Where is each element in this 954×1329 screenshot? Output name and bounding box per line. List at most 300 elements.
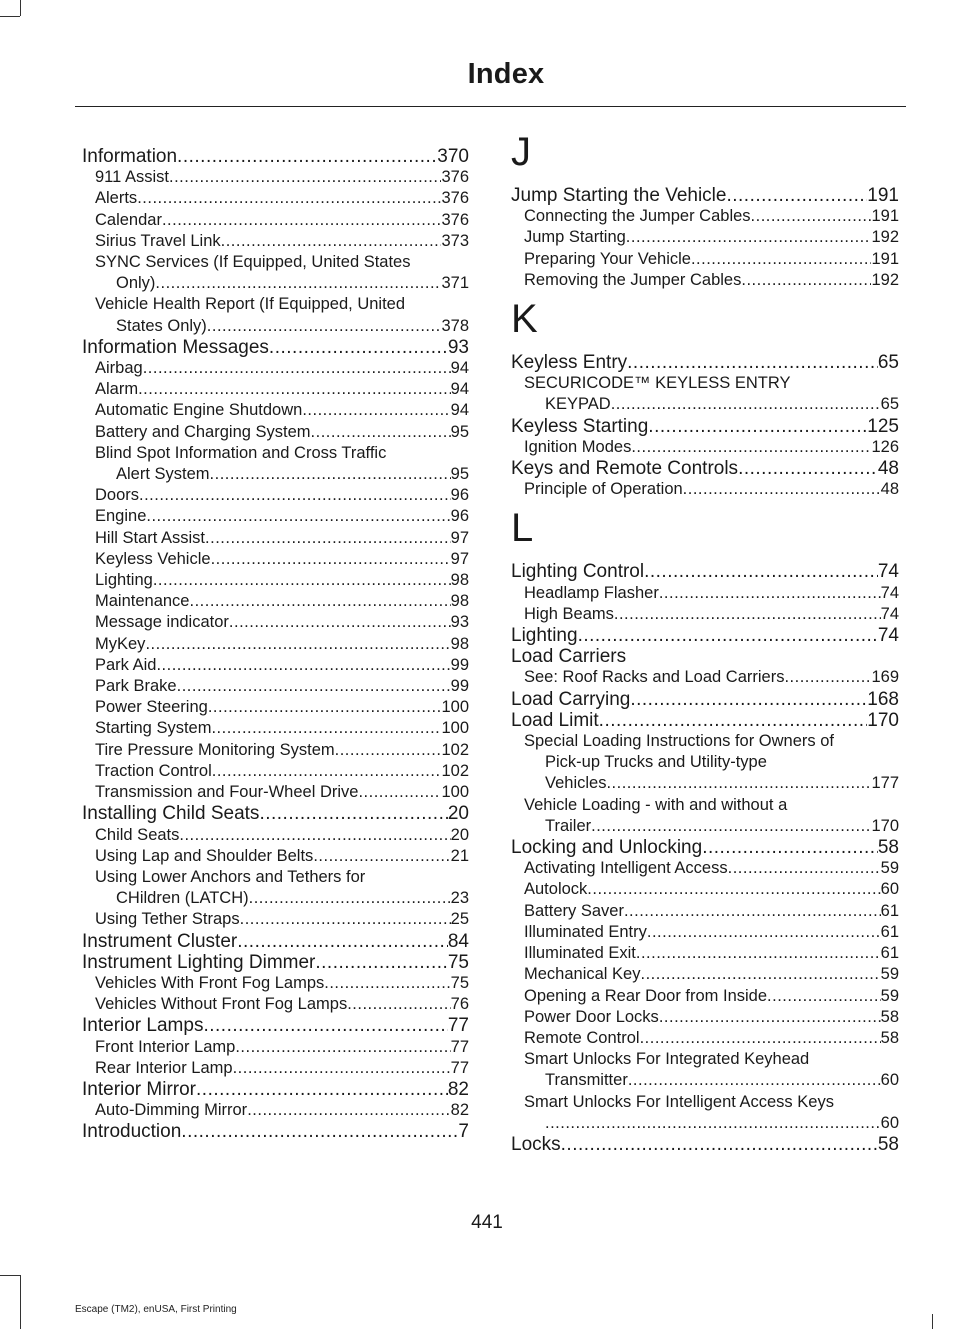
index-subentry bbox=[511, 604, 899, 625]
entry-label: Tire Pressure Monitoring System bbox=[95, 740, 335, 759]
index-subentry bbox=[82, 740, 469, 761]
index-subentry bbox=[511, 249, 899, 270]
index-subentry bbox=[511, 1028, 899, 1049]
index-subentry bbox=[82, 697, 469, 718]
entry-page: 60 bbox=[880, 880, 899, 899]
entry-label: Mechanical Key bbox=[524, 965, 641, 984]
entry-page: 102 bbox=[441, 740, 469, 759]
index-subentry bbox=[82, 591, 469, 612]
entry-page: 191 bbox=[871, 207, 899, 226]
dot-leader bbox=[179, 825, 450, 846]
index-subentry bbox=[511, 943, 899, 964]
entry-page: 21 bbox=[450, 846, 469, 865]
entry-label: Power Door Locks bbox=[524, 1007, 659, 1026]
dot-leader bbox=[683, 479, 881, 500]
index-subentry bbox=[82, 612, 469, 633]
entry-page: 99 bbox=[450, 655, 469, 674]
entry-page: 191 bbox=[867, 185, 899, 206]
entry-label: Automatic Engine Shutdown bbox=[95, 401, 303, 420]
dot-leader bbox=[247, 1100, 450, 1121]
index-entry bbox=[82, 952, 469, 973]
entry-label: Park Brake bbox=[95, 677, 177, 696]
dot-leader bbox=[691, 249, 872, 270]
entry-label: Power Steering bbox=[95, 698, 208, 717]
dot-leader bbox=[259, 803, 447, 824]
dot-leader bbox=[611, 394, 881, 415]
entry-label: Hill Start Assist bbox=[95, 528, 206, 547]
index-subentry bbox=[511, 227, 899, 248]
entry-page: 48 bbox=[880, 480, 899, 499]
entry-label: High Beams bbox=[524, 604, 614, 623]
dot-leader bbox=[587, 879, 880, 900]
entry-page: 100 bbox=[441, 783, 469, 802]
dot-leader bbox=[208, 697, 442, 718]
dot-leader bbox=[177, 676, 451, 697]
entry-page: 65 bbox=[880, 395, 899, 414]
entry-label: Opening a Rear Door from Inside bbox=[524, 986, 768, 1005]
dot-leader bbox=[606, 773, 871, 794]
dot-leader bbox=[249, 888, 451, 909]
entry-label: 911 Assist bbox=[95, 168, 169, 187]
index-subentry bbox=[511, 270, 899, 291]
entry-page: 77 bbox=[447, 1015, 469, 1037]
entry-page: 7 bbox=[458, 1121, 469, 1143]
index-entry bbox=[511, 625, 899, 646]
index-subentry bbox=[82, 1058, 469, 1079]
entry-page: 60 bbox=[880, 1071, 899, 1090]
index-entry bbox=[511, 185, 899, 206]
dot-leader bbox=[221, 231, 442, 252]
dot-leader bbox=[211, 718, 441, 739]
entry-label: Only) bbox=[116, 274, 156, 293]
entry-label: Illuminated Exit bbox=[524, 944, 636, 963]
entry-label: Instrument Cluster bbox=[82, 930, 238, 952]
dot-leader bbox=[659, 583, 881, 604]
index-subentry bbox=[82, 252, 469, 294]
entry-page: 82 bbox=[450, 1101, 469, 1120]
entry-label: Message indicator bbox=[95, 613, 229, 632]
index-subentry bbox=[82, 188, 469, 209]
dot-leader bbox=[315, 952, 447, 973]
dot-leader bbox=[648, 416, 867, 437]
entry-page: 74 bbox=[877, 561, 899, 583]
index-subentry bbox=[82, 909, 469, 930]
entry-page: 48 bbox=[877, 458, 899, 480]
crop-mark bbox=[932, 1314, 933, 1329]
dot-leader bbox=[269, 337, 448, 358]
index-subentry bbox=[82, 676, 469, 697]
dot-leader bbox=[624, 901, 881, 922]
dot-leader bbox=[561, 1134, 878, 1155]
title-rule bbox=[75, 106, 906, 107]
entry-page: 59 bbox=[880, 859, 899, 878]
entry-label: Airbag bbox=[95, 359, 143, 378]
entry-label: Alarm bbox=[95, 380, 139, 399]
entry-label: SYNC Services (If Equipped, United States bbox=[95, 253, 411, 272]
entry-label: Keyless Entry bbox=[511, 352, 628, 374]
entry-page: 74 bbox=[880, 604, 899, 623]
dot-leader bbox=[644, 561, 878, 582]
dot-leader bbox=[751, 206, 872, 227]
dot-leader bbox=[784, 667, 871, 688]
entry-label: Vehicles With Front Fog Lamps bbox=[95, 973, 325, 992]
dot-leader bbox=[640, 1028, 881, 1049]
entry-label: MyKey bbox=[95, 634, 146, 653]
entry-label: Lighting bbox=[511, 625, 578, 647]
footer-text: Escape (TM2), enUSA, First Printing bbox=[75, 1304, 237, 1315]
dot-leader bbox=[146, 506, 450, 527]
index-entry bbox=[82, 803, 469, 824]
index-subentry bbox=[82, 422, 469, 443]
entry-page: 60 bbox=[880, 1113, 899, 1132]
index-entry bbox=[511, 458, 899, 479]
dot-leader bbox=[728, 858, 881, 879]
section-letter: J bbox=[511, 130, 531, 174]
index-column-right bbox=[511, 132, 899, 1155]
dot-leader bbox=[628, 1070, 881, 1091]
entry-label: Front Interior Lamp bbox=[95, 1037, 236, 1056]
index-subentry bbox=[511, 795, 899, 837]
index-entry bbox=[511, 1134, 899, 1155]
dot-leader bbox=[302, 400, 450, 421]
entry-label: Lighting bbox=[95, 571, 153, 590]
entry-label: States Only) bbox=[116, 316, 207, 335]
entry-label: Park Aid bbox=[95, 655, 157, 674]
dot-leader bbox=[156, 655, 450, 676]
entry-page: 100 bbox=[441, 698, 469, 717]
entry-label: Pick-up Trucks and Utility-type bbox=[545, 753, 767, 772]
entry-label: Smart Unlocks For Intelligent Access Keys bbox=[524, 1092, 834, 1111]
entry-page: 170 bbox=[871, 816, 899, 835]
dot-leader bbox=[205, 528, 451, 549]
entry-page: 192 bbox=[871, 270, 899, 289]
dot-leader bbox=[196, 1079, 448, 1100]
entry-page: 94 bbox=[450, 380, 469, 399]
entry-page: 77 bbox=[450, 1058, 469, 1077]
dot-leader bbox=[145, 634, 450, 655]
entry-page: 93 bbox=[450, 613, 469, 632]
section-letter: L bbox=[511, 506, 534, 551]
crop-mark bbox=[20, 0, 21, 16]
dot-leader bbox=[212, 761, 442, 782]
entry-label: Maintenance bbox=[95, 592, 190, 611]
entry-page: 59 bbox=[880, 986, 899, 1005]
entry-label: Principle of Operation bbox=[524, 480, 683, 499]
entry-label: Auto-Dimming Mirror bbox=[95, 1101, 248, 1120]
dot-leader bbox=[155, 273, 441, 294]
entry-label: Autolock bbox=[524, 880, 588, 899]
index-subentry bbox=[82, 443, 469, 485]
entry-page: 102 bbox=[441, 761, 469, 780]
entry-label: Trailer bbox=[545, 816, 592, 835]
entry-label: Battery and Charging System bbox=[95, 422, 311, 441]
dot-leader bbox=[659, 1007, 881, 1028]
entry-page: 98 bbox=[450, 571, 469, 590]
entry-page: 125 bbox=[867, 415, 899, 437]
index-subentry bbox=[82, 485, 469, 506]
index-subentry bbox=[82, 994, 469, 1015]
index-entry bbox=[511, 837, 899, 858]
entry-label: Transmission and Four-Wheel Drive bbox=[95, 783, 359, 802]
index-subentry bbox=[511, 986, 899, 1007]
dot-leader bbox=[169, 167, 441, 188]
index-entry bbox=[82, 1015, 469, 1036]
entry-page: 96 bbox=[450, 486, 469, 505]
entry-label: Alerts bbox=[95, 189, 138, 208]
index-subentry bbox=[511, 858, 899, 879]
index-subentry bbox=[82, 167, 469, 188]
entry-page: 95 bbox=[450, 465, 469, 484]
entry-label: Child Seats bbox=[95, 825, 180, 844]
index-subentry bbox=[82, 294, 469, 336]
index-entry bbox=[511, 416, 899, 437]
index-subentry bbox=[82, 400, 469, 421]
dot-leader bbox=[741, 270, 871, 291]
entry-label: Interior Lamps bbox=[82, 1015, 204, 1037]
index-entry bbox=[82, 337, 469, 358]
index-subentry bbox=[82, 973, 469, 994]
entry-page: 58 bbox=[877, 837, 899, 859]
entry-label: Starting System bbox=[95, 719, 212, 738]
entry-label: Connecting the Jumper Cables bbox=[524, 207, 751, 226]
entry-label: Vehicles bbox=[545, 774, 607, 793]
entry-label: Traction Control bbox=[95, 761, 212, 780]
index-subentry bbox=[82, 528, 469, 549]
entry-label: Alert System bbox=[116, 465, 210, 484]
entry-label: KEYPAD bbox=[545, 395, 611, 414]
index-entry bbox=[511, 561, 899, 582]
dot-leader bbox=[153, 570, 451, 591]
entry-label: Doors bbox=[95, 486, 140, 505]
dot-leader bbox=[240, 909, 451, 930]
dot-leader bbox=[545, 1113, 881, 1134]
entry-label: Introduction bbox=[82, 1121, 182, 1143]
index-entry bbox=[511, 710, 899, 731]
entry-page: 373 bbox=[441, 231, 469, 250]
index-entry bbox=[511, 689, 899, 710]
page-number: 441 bbox=[471, 1212, 503, 1233]
entry-page: 100 bbox=[441, 719, 469, 738]
entry-page: 96 bbox=[450, 507, 469, 526]
index-subentry bbox=[82, 210, 469, 231]
entry-page: 76 bbox=[450, 995, 469, 1014]
index-subentry bbox=[82, 761, 469, 782]
index-subentry bbox=[82, 231, 469, 252]
dot-leader bbox=[358, 782, 441, 803]
dot-leader bbox=[210, 464, 451, 485]
entry-page: 97 bbox=[450, 549, 469, 568]
index-subentry bbox=[511, 583, 899, 604]
index-subentry bbox=[82, 1037, 469, 1058]
index-subentry bbox=[511, 879, 899, 900]
entry-page: 58 bbox=[880, 1007, 899, 1026]
entry-page: 20 bbox=[447, 803, 469, 825]
entry-label: Information bbox=[82, 146, 178, 167]
entry-label: Remote Control bbox=[524, 1028, 640, 1047]
entry-label: CHildren (LATCH) bbox=[116, 889, 249, 908]
dot-leader bbox=[647, 922, 881, 943]
index-subentry bbox=[511, 206, 899, 227]
dot-leader bbox=[726, 185, 867, 206]
dot-leader bbox=[177, 146, 437, 167]
entry-page: 192 bbox=[871, 228, 899, 247]
dot-leader bbox=[181, 1121, 458, 1142]
dot-leader bbox=[237, 931, 448, 952]
entry-label: Lighting Control bbox=[511, 561, 645, 583]
dot-leader bbox=[347, 994, 450, 1015]
entry-page: 99 bbox=[450, 677, 469, 696]
index-subentry bbox=[511, 1092, 899, 1134]
index-subentry bbox=[511, 901, 899, 922]
entry-label: Special Loading Instructions for Owners of bbox=[524, 732, 834, 751]
entry-label: Battery Saver bbox=[524, 901, 624, 920]
dot-leader bbox=[233, 1058, 451, 1079]
entry-page: 82 bbox=[447, 1078, 469, 1100]
crop-mark bbox=[0, 1275, 20, 1276]
dot-leader bbox=[578, 625, 878, 646]
index-subentry bbox=[82, 506, 469, 527]
dot-leader bbox=[203, 1015, 447, 1036]
index-subentry bbox=[82, 570, 469, 591]
entry-page: 65 bbox=[877, 352, 899, 374]
entry-label: Rear Interior Lamp bbox=[95, 1058, 233, 1077]
entry-page: 74 bbox=[880, 583, 899, 602]
entry-page: 58 bbox=[880, 1028, 899, 1047]
entry-label: Illuminated Entry bbox=[524, 922, 647, 941]
entry-page: 98 bbox=[450, 592, 469, 611]
entry-page: 58 bbox=[877, 1133, 899, 1155]
page-title: Index bbox=[467, 58, 545, 90]
entry-page: 61 bbox=[880, 944, 899, 963]
entry-page: 77 bbox=[450, 1037, 469, 1056]
index-entry bbox=[82, 146, 469, 167]
entry-label: Vehicle Loading - with and without a bbox=[524, 795, 788, 814]
entry-label: Transmitter bbox=[545, 1071, 628, 1090]
entry-page: 97 bbox=[450, 528, 469, 547]
entry-label: Information Messages bbox=[82, 336, 269, 358]
entry-page: 75 bbox=[450, 973, 469, 992]
entry-page: 191 bbox=[871, 249, 899, 268]
dot-leader bbox=[139, 485, 451, 506]
dot-leader bbox=[335, 740, 442, 761]
index-subentry bbox=[511, 922, 899, 943]
index-subentry bbox=[82, 782, 469, 803]
dot-leader bbox=[636, 943, 881, 964]
entry-label: Keys and Remote Controls bbox=[511, 458, 739, 480]
dot-leader bbox=[702, 837, 878, 858]
entry-label: Load Carrying bbox=[511, 688, 631, 710]
dot-leader bbox=[162, 210, 442, 231]
entry-label: Installing Child Seats bbox=[82, 803, 260, 825]
entry-label: Ignition Modes bbox=[524, 437, 632, 456]
index-column-left bbox=[82, 146, 469, 1143]
entry-page: 95 bbox=[450, 422, 469, 441]
dot-leader bbox=[640, 964, 880, 985]
entry-page: 376 bbox=[441, 168, 469, 187]
entry-label: Engine bbox=[95, 507, 147, 526]
entry-label: Headlamp Flasher bbox=[524, 583, 659, 602]
dot-leader bbox=[591, 816, 871, 837]
entry-page: 93 bbox=[447, 336, 469, 358]
entry-label: Calendar bbox=[95, 210, 162, 229]
entry-label: Instrument Lighting Dimmer bbox=[82, 951, 316, 973]
crop-mark bbox=[0, 16, 20, 17]
entry-page: 75 bbox=[447, 951, 469, 973]
entry-label: Using Lower Anchors and Tethers for bbox=[95, 867, 366, 886]
index-subentry bbox=[82, 655, 469, 676]
dot-leader bbox=[324, 973, 450, 994]
entry-label: Load Limit bbox=[511, 709, 599, 731]
index-subentry bbox=[82, 549, 469, 570]
entry-page: 98 bbox=[450, 634, 469, 653]
entry-label: SECURICODE™ KEYLESS ENTRY bbox=[524, 374, 791, 393]
entry-label: Using Lap and Shoulder Belts bbox=[95, 846, 314, 865]
dot-leader bbox=[767, 986, 881, 1007]
entry-page: 177 bbox=[871, 774, 899, 793]
entry-label: Activating Intelligent Access bbox=[524, 859, 728, 878]
dot-leader bbox=[211, 549, 451, 570]
entry-label: Blind Spot Information and Cross Traffic bbox=[95, 443, 387, 462]
entry-label: Locking and Unlocking bbox=[511, 837, 703, 859]
entry-page: 371 bbox=[441, 274, 469, 293]
dot-leader bbox=[235, 1037, 450, 1058]
dot-leader bbox=[631, 437, 871, 458]
index-subentry bbox=[82, 825, 469, 846]
entry-page: 61 bbox=[880, 901, 899, 920]
index-subentry bbox=[511, 437, 899, 458]
section-letter: K bbox=[511, 297, 538, 342]
entry-label: Keyless Starting bbox=[511, 415, 649, 437]
entry-label: Load Carriers bbox=[511, 646, 627, 668]
entry-page: 23 bbox=[450, 889, 469, 908]
dot-leader bbox=[143, 358, 451, 379]
entry-page: 20 bbox=[450, 825, 469, 844]
dot-leader bbox=[189, 591, 450, 612]
entry-page: 376 bbox=[441, 210, 469, 229]
dot-leader bbox=[311, 422, 451, 443]
entry-page: 94 bbox=[450, 359, 469, 378]
dot-leader bbox=[614, 604, 881, 625]
entry-page: 59 bbox=[880, 965, 899, 984]
entry-label: Jump Starting bbox=[524, 228, 626, 247]
entry-label: Removing the Jumper Cables bbox=[524, 270, 742, 289]
crop-mark bbox=[20, 1275, 21, 1329]
entry-label: Preparing Your Vehicle bbox=[524, 249, 691, 268]
dot-leader bbox=[626, 227, 872, 248]
entry-page: 94 bbox=[450, 401, 469, 420]
dot-leader bbox=[229, 612, 451, 633]
index-subentry bbox=[511, 667, 899, 688]
entry-page: 126 bbox=[871, 437, 899, 456]
index-subentry bbox=[82, 634, 469, 655]
index-subentry bbox=[82, 379, 469, 400]
dot-leader bbox=[207, 316, 442, 337]
dot-leader bbox=[137, 188, 441, 209]
entry-label: Jump Starting the Vehicle bbox=[511, 185, 727, 206]
entry-page: 25 bbox=[450, 910, 469, 929]
entry-page: 169 bbox=[871, 668, 899, 687]
entry-label: Using Tether Straps bbox=[95, 910, 240, 929]
index-subentry bbox=[511, 731, 899, 795]
entry-label: See: Roof Racks and Load Carriers bbox=[524, 668, 785, 687]
index-subentry bbox=[511, 1007, 899, 1028]
dot-leader bbox=[738, 458, 878, 479]
entry-page: 74 bbox=[877, 625, 899, 647]
index-subentry bbox=[82, 846, 469, 867]
index-entry bbox=[511, 646, 899, 667]
entry-page: 378 bbox=[441, 316, 469, 335]
entry-label: Vehicle Health Report (If Equipped, United bbox=[95, 295, 406, 314]
